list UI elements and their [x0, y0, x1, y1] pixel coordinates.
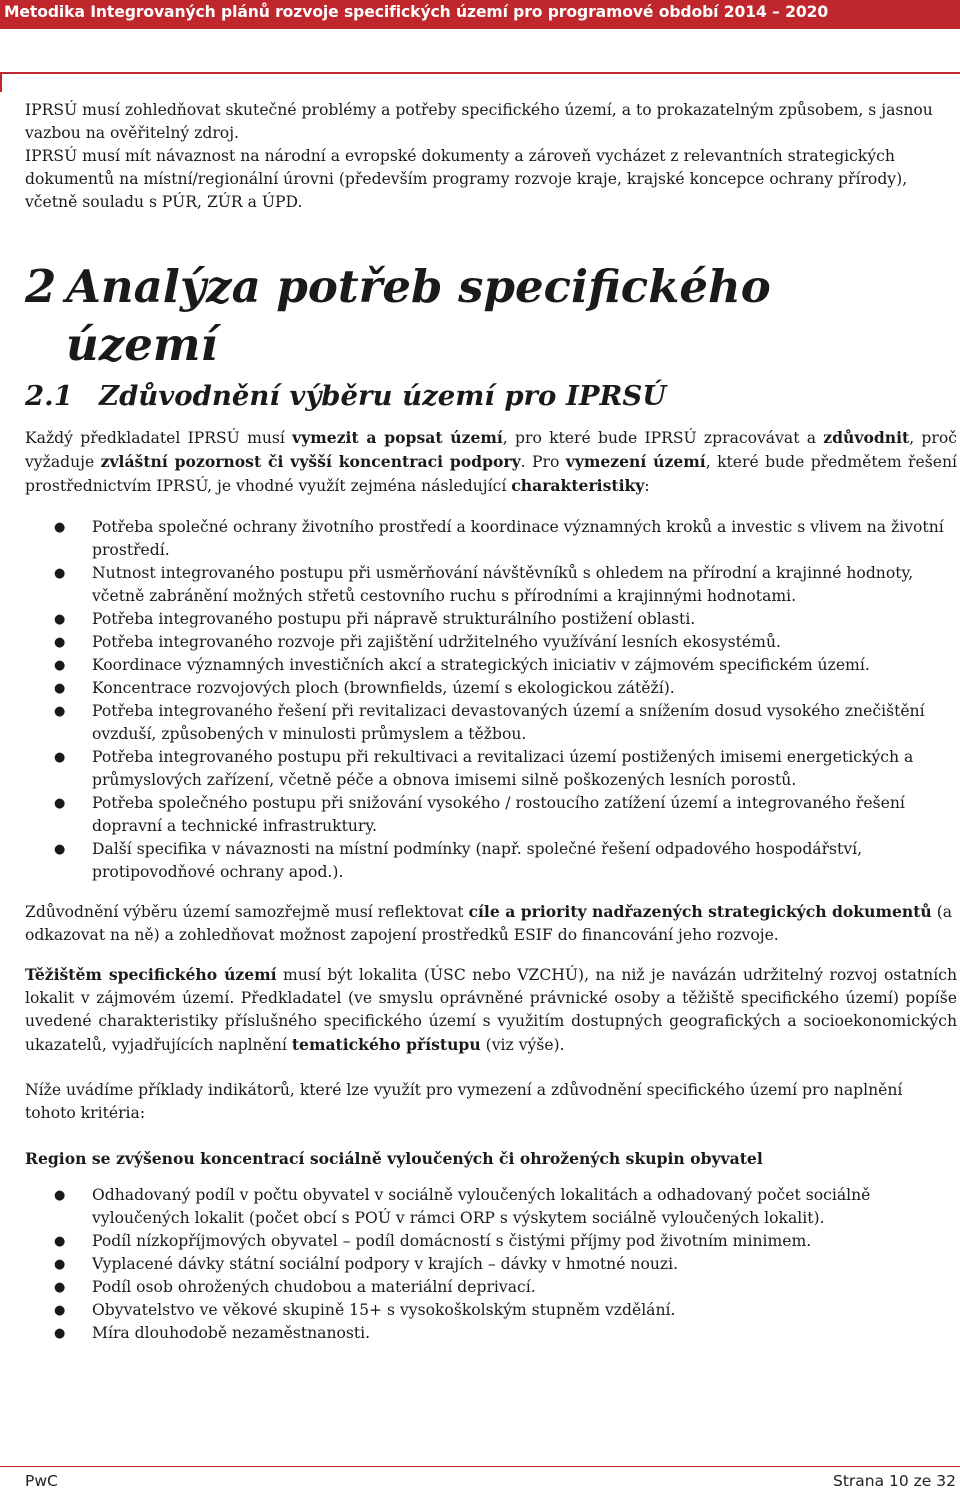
text-run: Zdůvodnění výběru území samozřejmě musí reflektovat [25, 903, 469, 921]
list-item-text: Další specifika v návaznosti na místní podmínky (např. společné řešení odpadového hospodářství, protipovodňové ochrany apod.). [92, 840, 863, 881]
list-item [25, 1299, 957, 1322]
paragraph-teziste [25, 963, 957, 1057]
list-item-text: Nutnost integrovaného postupu při usměrňování návštěvníků s ohledem na přírodní a krajinné hodnoty, včetně zabránění možných střetů cestovního ruchu s přírodními a krajinnými hodnotami. [92, 564, 914, 605]
list-item-text: Potřeba integrovaného postupu při nápravě strukturálního postižení oblasti. [92, 610, 696, 628]
characteristics-list [25, 516, 957, 884]
text-run: musí být lokalita (ÚSC nebo VZCHÚ), na niž je navázán udržitelný rozvoj ostatních lokalit v zájmovém území. Předkladatel (ve smyslu oprávněné právnické osoby a těžiště specifického území) popíše uvedené charakteristiky příslušného specifického území s využitím dostupných geografických a socioekonomických ukazatelů, vyjadřujících naplnění [25, 966, 957, 1054]
chapter-number: 2 [25, 260, 57, 313]
bold-run: vymezení území [565, 452, 706, 471]
footer-rule [0, 1466, 960, 1467]
bullet-icon: ● [54, 635, 66, 650]
list-item [25, 700, 957, 746]
document-title: Metodika Integrovaných plánů rozvoje specifických území pro programové období 2014 – 2020 [4, 3, 829, 21]
bullet-icon: ● [54, 658, 66, 673]
list-item-text: Potřeba integrovaného řešení při revitalizaci devastovaných území a snížením dosud vysokého znečištění ovzduší, způsobených v minulosti průmyslem a těžbou. [92, 702, 925, 743]
text-run: (viz výše). [480, 1036, 565, 1054]
page-content [25, 99, 957, 1345]
list-item [25, 1322, 957, 1345]
list-item [25, 516, 957, 562]
list-item [25, 838, 957, 884]
list-item [25, 654, 957, 677]
list-item [25, 608, 957, 631]
bold-run: tematického přístupu [291, 1035, 481, 1054]
list-item-text: Míra dlouhodobě nezaměstnanosti. [92, 1324, 371, 1342]
list-item [25, 677, 957, 700]
list-item-text: Potřeba společného postupu při snižování vysokého / rostoucího zatížení území a integrovaného řešení dopravní a technické infrastruktury. [92, 794, 905, 835]
chapter-title-line1: Analýza potřeb specifického [66, 260, 771, 313]
bullet-icon: ● [54, 1188, 66, 1203]
page-number: Strana 10 ze 32 [832, 1472, 956, 1490]
list-item [25, 792, 957, 838]
list-item-text: Podíl nízkopříjmových obyvatel – podíl domácností s čistými příjmy pod životním minimem. [92, 1232, 812, 1250]
list-item-text: Obyvatelstvo ve věkové skupině 15+ s vysokoškolským stupněm vzdělání. [92, 1301, 676, 1319]
intro-paragraph-1: IPRSÚ musí zohledňovat skutečné problémy a potřeby specifického území, a to prokazatelným způsobem, s jasnou vazbou na ověřitelný zdroj. [25, 101, 933, 142]
list-item-text: Vyplacené dávky státní sociální podpory v krajích – dávky v hmotné nouzi. [92, 1255, 679, 1273]
bullet-icon: ● [54, 704, 66, 719]
bullet-icon: ● [54, 1257, 66, 1272]
footer-company: PwC [25, 1472, 58, 1490]
intro-paragraph-2: IPRSÚ musí mít návaznost na národní a evropské dokumenty a zároveň vycházet z relevantních strategických dokumentů na místní/regionální úrovni (především programy rozvoje kraje, krajské koncepce ochrany přírody), včetně souladu s PÚR, ZÚR a ÚPD. [25, 147, 908, 211]
chapter-heading [25, 258, 957, 374]
paragraph-zduvodneni [25, 900, 957, 947]
text-run: . Pro [520, 453, 566, 471]
paragraph-indikatory: Níže uvádíme příklady indikátorů, které lze využít pro vymezení a zdůvodnění specifického území pro naplnění tohoto kritéria: [25, 1081, 903, 1122]
bold-run: Těžištěm specifického území [25, 965, 277, 984]
list-item-text: Koncentrace rozvojových ploch (brownfields, území s ekologickou zátěží). [92, 679, 675, 697]
bold-run: cíle a priority nadřazených strategických dokumentů [468, 902, 932, 921]
section-heading [25, 376, 957, 416]
bold-run: vymezit a popsat území [292, 428, 503, 447]
bullet-icon: ● [54, 1326, 66, 1341]
list-item [25, 1184, 957, 1230]
text-run: , pro které bude IPRSÚ zpracovávat a [502, 429, 824, 447]
list-item-text: Odhadovaný podíl v počtu obyvatel v sociálně vyloučených lokalitách a odhadovaný počet sociálně vyloučených lokalit (počet obcí s POÚ v rámci ORP s výskytem sociálně vyloučených lokalit). [92, 1186, 871, 1227]
list-item [25, 562, 957, 608]
bullet-icon: ● [54, 1303, 66, 1318]
list-item [25, 1276, 957, 1299]
list-item [25, 746, 957, 792]
list-item [25, 631, 957, 654]
chapter-title-line2: území [66, 318, 218, 371]
list-item-text: Podíl osob ohrožených chudobou a materiální deprivací. [92, 1278, 536, 1296]
bullet-icon: ● [54, 612, 66, 627]
bullet-icon: ● [54, 520, 66, 535]
bullet-icon: ● [54, 566, 66, 581]
list-item [25, 1253, 957, 1276]
bullet-icon: ● [54, 842, 66, 857]
text-run: : [644, 477, 650, 495]
bold-run: zdůvodnit [823, 428, 910, 447]
list-item-text: Potřeba společné ochrany životního prostředí a koordinace významných kroků a investic s vlivem na životní prostředí. [92, 518, 944, 559]
indicator-list [25, 1184, 957, 1345]
text-run: Každý předkladatel IPRSÚ musí [25, 429, 293, 447]
paragraph-vymezeni [25, 426, 957, 498]
list-item-text: Potřeba integrovaného postupu při rekultivaci a revitalizaci území postižených imisemi energetických a průmyslových zařízení, včetně péče a obnova imisemi silně poškozených lesních porostů. [92, 748, 914, 789]
list-item-text: Koordinace významných investičních akcí a strategických iniciativ v zájmovém specifickém území. [92, 656, 870, 674]
list-item [25, 1230, 957, 1253]
section-number: 2.1 [25, 380, 73, 412]
list-item-text: Potřeba integrovaného rozvoje při zajištění udržitelného využívání lesních ekosystémů. [92, 633, 781, 651]
bullet-icon: ● [54, 1280, 66, 1295]
bold-run: zvláštní pozornost či vyšší koncentraci podpory [100, 452, 521, 471]
bullet-icon: ● [54, 750, 66, 765]
bullet-icon: ● [54, 796, 66, 811]
bullet-icon: ● [54, 1234, 66, 1249]
header-rule [0, 72, 960, 74]
bold-run: charakteristiky [511, 476, 645, 495]
text-run: (a odkazovat na ně) a zohledňovat možnost zapojení prostředků ESIF do financování jeho rozvoje. [25, 903, 953, 944]
corner-mark [0, 72, 2, 92]
text-run: , které bude předmětem řešení prostřednictvím IPRSÚ, je vhodné využít zejména následující [25, 453, 957, 495]
text-run: , proč vyžaduje [25, 429, 957, 471]
bullet-icon: ● [54, 681, 66, 696]
indicator-subheading: Region se zvýšenou koncentrací sociálně vyloučených či ohrožených skupin obyvatel [25, 1149, 763, 1168]
header-bar [0, 0, 960, 29]
section-title: Zdůvodnění výběru území pro IPRSÚ [99, 380, 667, 412]
